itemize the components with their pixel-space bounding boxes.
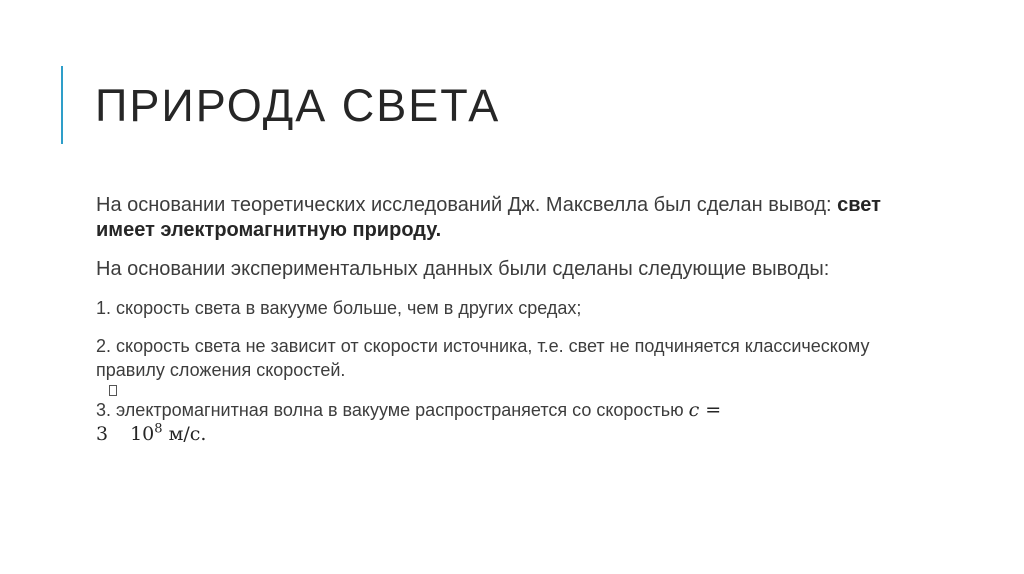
equals-sign: = — [705, 399, 722, 421]
formula-base: 10 — [130, 423, 155, 445]
paragraph-experimental: На основании экспериментальных данных были сделаны следующие выводы: — [96, 258, 830, 280]
paragraph-maxwell — [96, 193, 896, 243]
list-item-1: 1. скорость света в вакууме больше, чем в других средах; — [96, 298, 582, 318]
paragraph-maxwell-conclusion: свет имеет электромагнитную природу. — [96, 194, 881, 241]
formula-unit: м/с. — [168, 423, 207, 445]
speed-formula — [96, 422, 896, 446]
formula-exponent: 8 — [154, 421, 163, 437]
list-item-3-text: 3. электромагнитная волна в вакууме распространяется со скоростью — [96, 400, 689, 420]
formula-coefficient: 3 — [96, 423, 109, 445]
paragraph-maxwell-text: На основании теоретических исследований Дж. Максвелла был сделан вывод: — [96, 194, 838, 216]
list-item-2: 2. скорость света не зависит от скорости источника, т.е. свет не подчиняется классическому правилу сложения скоростей. — [96, 336, 870, 380]
title-accent-bar — [61, 66, 63, 144]
slide-body — [96, 193, 896, 446]
missing-glyph-icon — [109, 383, 896, 397]
slide-title: ПРИРОДА СВЕТА — [95, 80, 501, 131]
speed-symbol: 𝑐 — [688, 399, 700, 421]
list-item-3 — [96, 398, 896, 422]
